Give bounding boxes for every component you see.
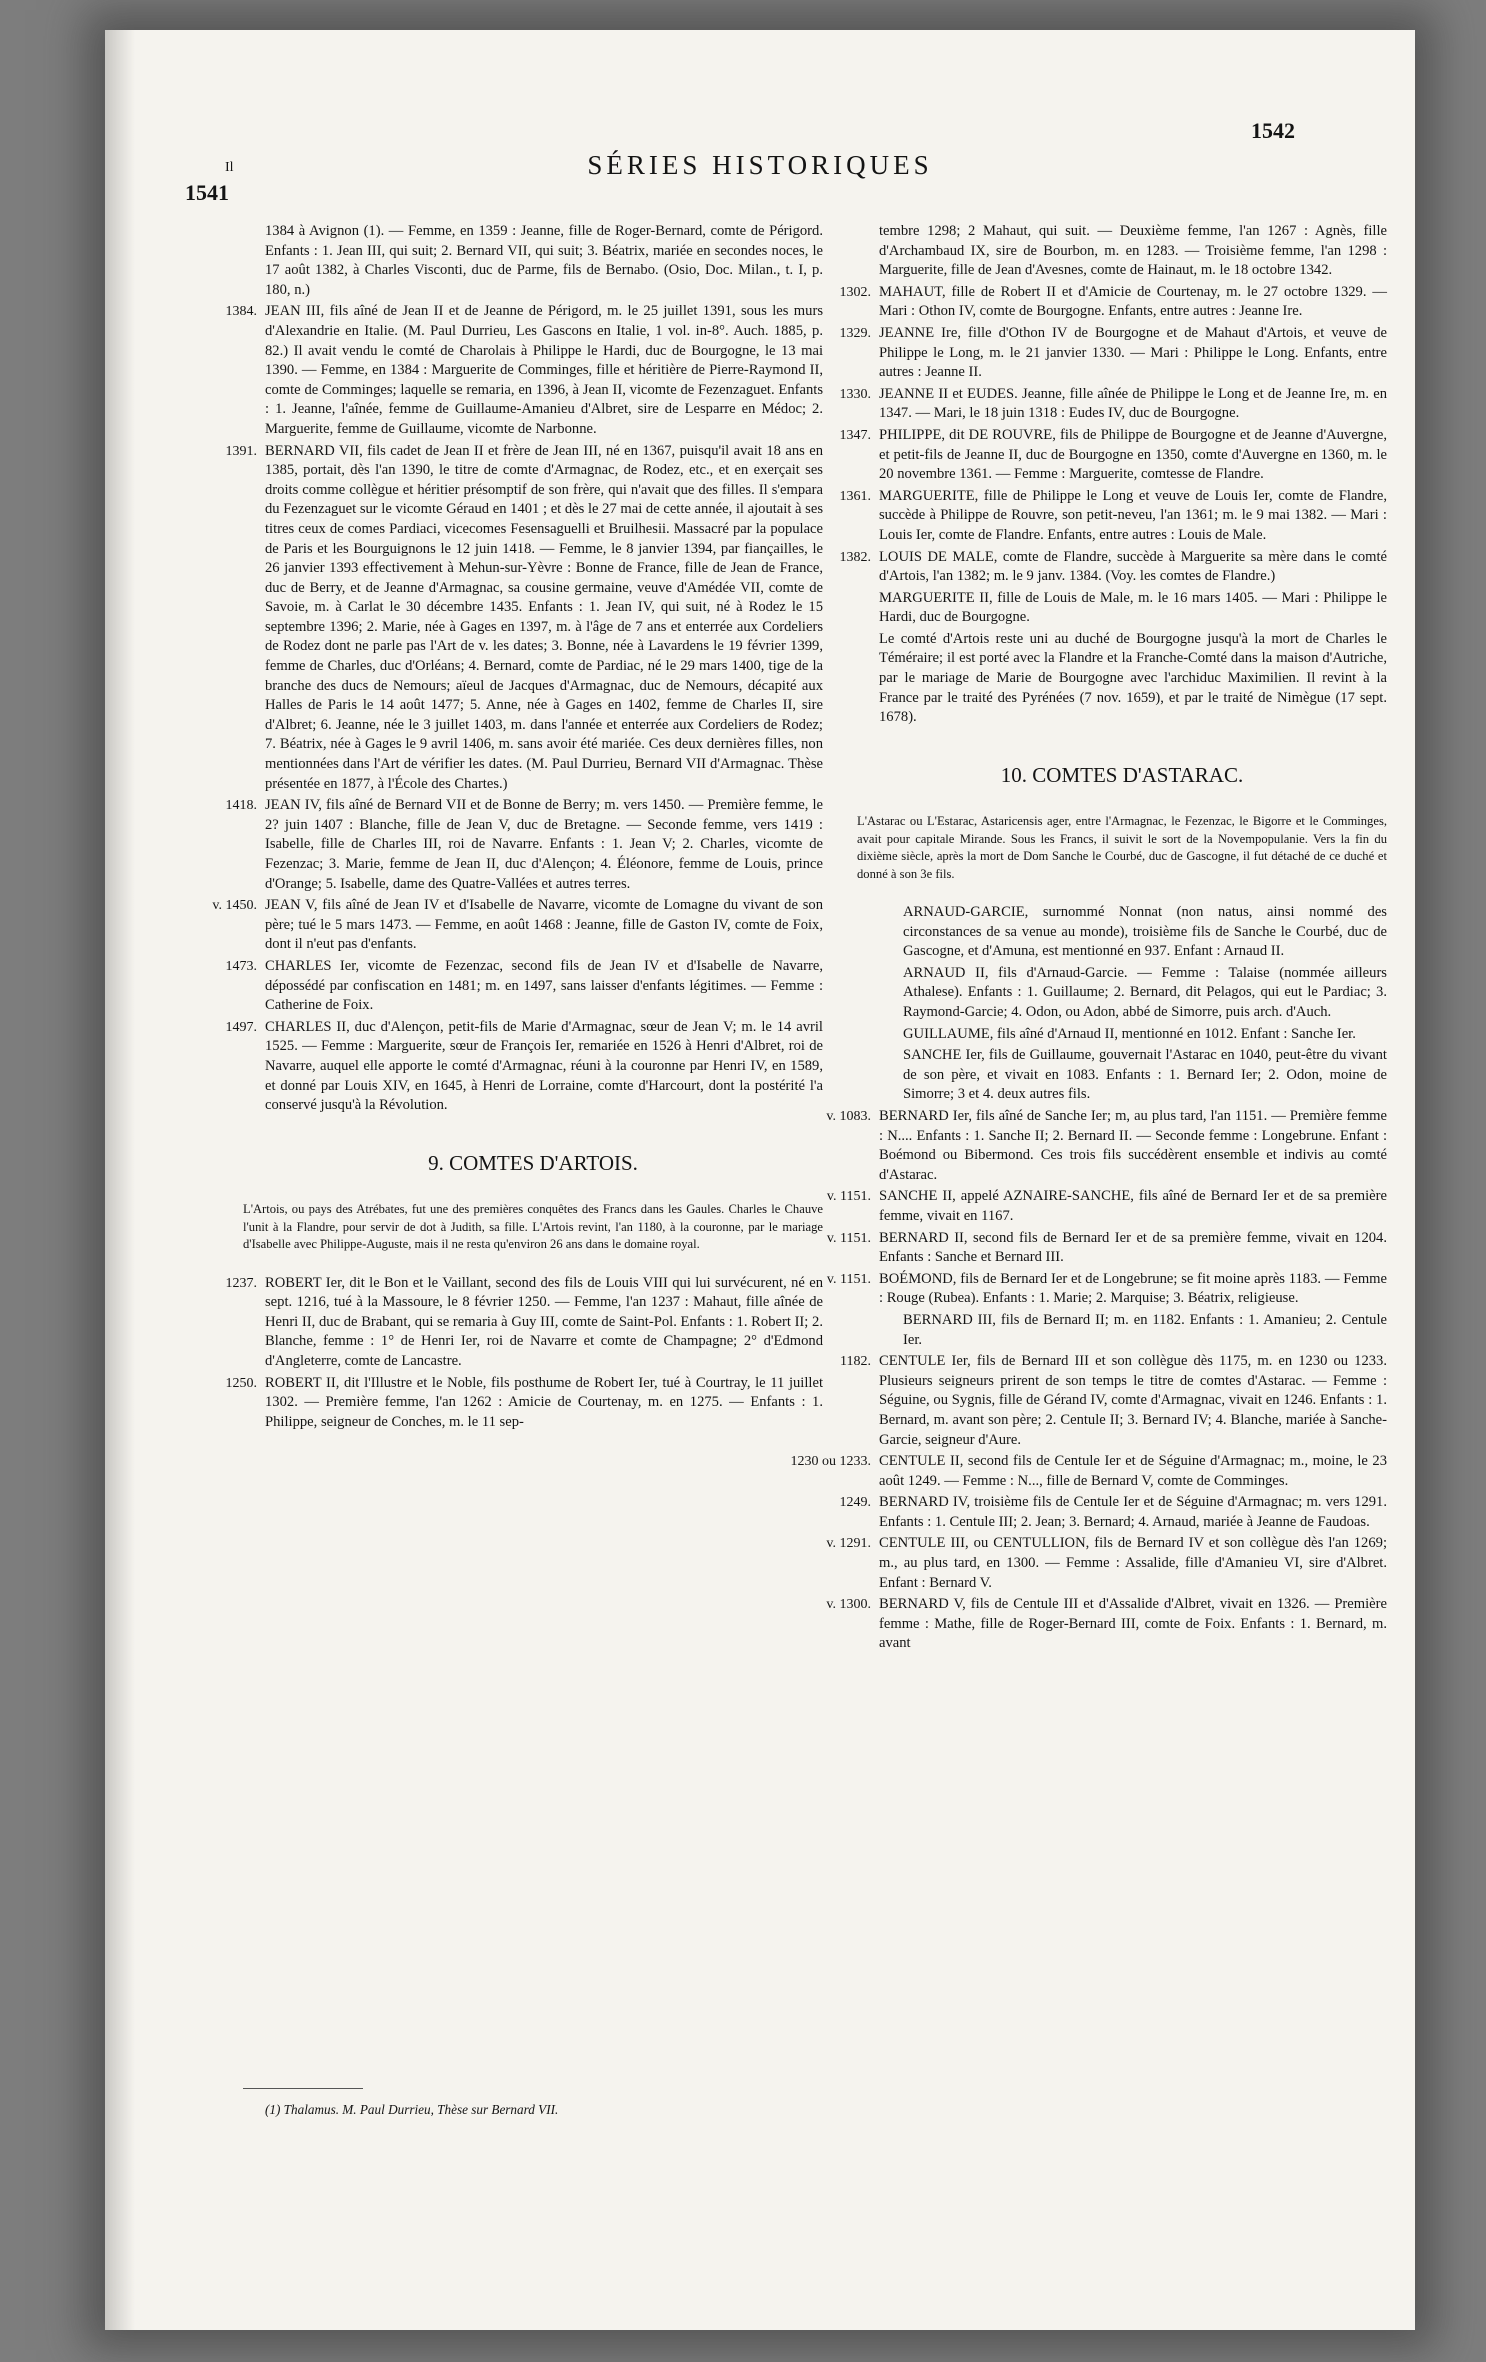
section-heading-astarac: 10. COMTES D'ASTARAC. — [1000, 762, 1244, 787]
genealogy-entry — [225, 442, 824, 795]
astarac-entries — [790, 903, 1387, 1654]
entry-year: 1330. — [839, 386, 871, 402]
genealogy-entry — [840, 1352, 1387, 1450]
genealogy-entry — [243, 222, 823, 300]
entry-text: JEAN III, fils aîné de Jean II et de Jeanne de Périgord, m. le 25 juillet 1391, sous les murs d'Alexandrie en Italie. (M. Paul Durrieu, Les Gascons en Italie, 1 vol. in-8°. Auch. 1885, p. 82.) Il avait vendu le comté de Charolais à Philippe le Hardi, duc de Bourgogne, le 13 mai 1390. — Femme, en 1384 : Marguerite de Comminges, fille et héritière de Pierre-Raymond II, comte de Comminges; laquelle se remaria, en 1396, à Jean II, vicomte de Fezenzaguet. Enfants : 1. Jeanne, l'aînée, femme de Guillaume-Amanieu d'Albret, sire de Lesparre en Médoc; 2. Marguerite, femme de Guillaume, vicomte de Narbonne. — [265, 303, 823, 437]
genealogy-entry — [839, 324, 1387, 383]
entry-year: v. 1291. — [826, 1536, 871, 1552]
entry-text: CENTULE Ier, fils de Bernard III et son collègue dès 1175, m. en 1230 ou 1233. Plusieurs seigneurs prirent de son temps le titre de comtes d'Astarac. — Femme : Séguine, ou Sygnis, fille de Gérand IV, comte d'Armagnac, vivait en 1246. Enfants : 1. Bernard, m. avant son père; 2. Centule II; 3. Bernard IV; 4. Blanche, mariée à Sanche-Garcie, seigneur d'Aure. — [879, 1353, 1387, 1448]
section-intro-astarac: L'Astarac ou L'Estarac, Astaricensis ager, entre l'Armagnac, le Fezenzac, le Bigorre et le Comminges, avait pour capitale Mirande. Sous les Francs, il suivit le sort de la Novempopulanie. Vers la fin du dixième siècle, après la mort de Dom Sanche le Courbé, duc de Gascogne, il fut détaché de ce duché et donné à son 3e fils. — [857, 814, 1387, 881]
entry-text: ROBERT II, dit l'Illustre et le Noble, fils posthume de Robert Ier, tué à Courtray, le 11 juillet 1302. — Première femme, l'an 1262 : Amicie de Courtenay, m. en 1275. — Enfants : 1. Philippe, seigneur de Conches, m. le 11 sep- — [265, 1374, 823, 1430]
genealogy-entry — [826, 1270, 1387, 1309]
margin-mark: Il — [225, 160, 234, 175]
genealogy-entry — [857, 630, 1387, 728]
genealogy-entry — [225, 1018, 823, 1116]
entry-text: JEAN IV, fils aîné de Bernard VII et de Bonne de Berry; m. vers 1450. — Première femme, le 2? juin 1407 : Blanche, fille de Jean V, duc de Bretagne. — Seconde femme, vers 1419 : Isabelle, fille de Charles III, roi de Navarre. Enfants : 1. Jean V; 2. Charles, vicomte de Fezenzac; 3. Marie, femme de Jean II, duc d'Alençon; 4. Éléonore, femme de Louis, prince d'Orange; 5. Isabelle, dame des Quatre-Vallées et autres terres. — [265, 797, 823, 892]
entry-year: 1249. — [839, 1495, 871, 1511]
entry-text: CHARLES Ier, vicomte de Fezenzac, second fils de Jean IV et d'Isabelle de Navarre, dépossédé par confiscation en 1481; m. en 1497, sans laisser d'enfants légitimes. — Femme : Catherine de Foix. — [265, 957, 823, 1014]
entry-year: v. 1151. — [826, 1230, 871, 1246]
entry-year: 1329. — [839, 325, 871, 341]
entry-year: 1418. — [225, 798, 257, 814]
genealogy-entry — [826, 1229, 1387, 1268]
entry-year: 1361. — [839, 488, 871, 504]
genealogy-entry — [839, 487, 1387, 546]
entry-text: CENTULE III, ou CENTULLION, fils de Bernard IV et son collègue dès l'an 1269; m., au plus tard, en 1300. — Femme : Assalide, fille d'Amanieu VI, sire d'Albret. Enfant : Bernard V. — [879, 1535, 1387, 1591]
entry-text: 1384 à Avignon (1). — Femme, en 1359 : Jeanne, fille de Roger-Bernard, comte de Périgord. Enfants : 1. Jean III, qui suit; 2. Bernard VII, qui suit; 3. Béatrix, mariée en secondes noces, le 17 août 1382, à Charles Visconti, duc de Parme, fils de Bernabo. (Osio, Doc. Milan., t. I, p. 180, n.) — [265, 223, 823, 298]
section-heading-artois: 9. COMTES D'ARTOIS. — [428, 1150, 638, 1175]
genealogy-entry — [826, 1107, 1387, 1185]
genealogy-entry — [826, 1595, 1387, 1654]
left-entries — [212, 222, 824, 1116]
genealogy-entry — [826, 1534, 1387, 1593]
section-intro-artois: L'Artois, ou pays des Atrébates, fut une des premières conquêtes des Francs dans les Gaules. Charles le Chauve l'unit à la Flandre, pour servir de dot à Judith, sa fille. L'Artois revint, l'an 1180, à la couronne, par le mariage d'Isabelle avec Philippe-Auguste, mais il ne resta qu'environ 26 ans dans le domaine royal. — [243, 1202, 823, 1252]
footnote-rule — [243, 2088, 363, 2089]
entry-text: SANCHE II, appelé AZNAIRE-SANCHE, fils aîné de Bernard Ier et de sa première femme, vivait en 1167. — [879, 1188, 1387, 1224]
genealogy-entry — [857, 589, 1387, 628]
entry-text: BOÉMOND, fils de Bernard Ier et de Longebrune; se fit moine après 1183. — Femme : Rouge (Rubea). Enfants : 1. Marie; 2. Marquise; 3. Béatrix, religieuse. — [879, 1270, 1387, 1307]
genealogy-entry — [839, 426, 1387, 485]
entry-year: v. 1083. — [826, 1109, 871, 1124]
entry-year: 1347. — [839, 427, 871, 443]
entry-text: PHILIPPE, dit DE ROUVRE, fils de Philippe de Bourgogne et de Jeanne d'Auvergne, et petit-fils de Jeanne II, duc de Bourgogne en 1350, comte d'Auvergne en 1360, m. le 20 novembre 1361. — Femme : Marguerite, comtesse de Flandre. — [879, 426, 1387, 483]
entry-text: CENTULE II, second fils de Centule Ier et de Séguine d'Armagnac; m., moine, le 23 août 1249. — Femme : N..., fille de Bernard V, comte de Comminges. — [879, 1453, 1387, 1489]
entry-year: 1182. — [840, 1354, 871, 1370]
entry-year: 1237. — [225, 1275, 257, 1291]
entry-year: 1382. — [839, 549, 871, 565]
entry-text: MAHAUT, fille de Robert II et d'Amicie de Courtenay, m. le 27 octobre 1329. — Mari : Othon IV, comte de Bourgogne. Enfants, entre autres : Jeanne Ire. — [879, 283, 1387, 320]
genealogy-entry — [839, 283, 1387, 322]
scanned-page — [105, 30, 1415, 2330]
entry-text: BERNARD IV, troisième fils de Centule Ier et de Séguine d'Armagnac; m. vers 1291. Enfants : 1. Centule III; 2. Jean; 3. Bernard; 4. Arnaud, mariée à Jeanne de Faudoas. — [879, 1494, 1387, 1530]
entry-year: v. 1300. — [826, 1597, 871, 1613]
running-title: SÉRIES HISTORIQUES — [587, 150, 933, 180]
artois-entries — [225, 1274, 823, 1433]
page-number-left: 1541 — [185, 180, 229, 205]
entry-text: BERNARD VII, fils cadet de Jean II et frère de Jean III, né en 1367, puisqu'il avait 18 ans en 1385, portait, dès l'an 1390, le titre de comte d'Armagnac, de Rodez, etc., et en exerçait ses droits comme collègue et héritier présomptif de son frère, qui n'avait que des filles. Il s'empara du Fezenzaguet sur le vicomte Géraud en 1401 ; et dès le 27 mai de cette année, il ajoutait à ses titres ceux de comes Pardiaci, vicecomes Fesensaguelli et Bruilhesii. Massacré par la populace de Paris et les Bourguignons le 12 juin 1418. — Femme, le 8 janvier 1394, par fiançailles, le 26 janvier 1393 effectivement à Mehun-sur-Yèvre : Bonne de France, fille de Jean de France, duc de Berry, et de Jeanne d'Armagnac, sa cousine germaine, veuve d'Amédée VII, comte de Savoie, m. à Carlat le 30 décembre 1435. Enfants : 1. Jean IV, qui suit, né à Rodez le 15 septembre 1396; 2. Marie, née à Gages en 1397, m. à l'âge de 7 ans et enterrée aux Cordeliers de Rodez dont ne parle pas l'Art de v. les dates; 3. Bonne, née à Lavardens le 19 février 1399, femme de Charles, duc d'Orléans; 4. Bernard, comte de Pardiac, né le 29 mars 1400, tige de la branche des ducs de Nemours; aïeul de Jacques d'Armagnac, duc de Nemours, décapité aux Halles de Paris le 14 août 1477; 5. Anne, née à Gages en 1402, femme de Charles II, sire d'Albret; 6. Jeanne, née le 3 juillet 1403, m. dans l'année et enterrée aux Cordeliers de Rodez; 7. Béatrix, née à Gages le 9 avril 1406, m. sans avoir été mariée. Ces deux dernières filles, non mentionnées dans l'Art de vérifier les dates. (M. Paul Durrieu, Bernard VII d'Armagnac. Thèse présentée en 1877, à l'École des Chartes.) — [265, 442, 824, 792]
entry-text: JEANNE II et EUDES. Jeanne, fille aînée de Philippe le Long et de Jeanne Ire, m. en 1347. — Mari, le 18 juin 1318 : Eudes IV, duc de Bourgogne. — [879, 385, 1387, 422]
genealogy-entry — [857, 903, 1387, 962]
genealogy-entry — [225, 796, 823, 894]
entry-year: v. 1450. — [212, 898, 257, 914]
entry-text: SANCHE Ier, fils de Guillaume, gouvernait l'Astarac en 1040, peut-être du vivant de son père, et vivait en 1083. Enfants : 1. Bernard Ier; 2. Odon, moine de Simorre; 3 et 4. deux autres fils. — [903, 1047, 1387, 1103]
entry-text: JEAN V, fils aîné de Jean IV et d'Isabelle de Navarre, vicomte de Lomagne du vivant de son père; tué le 5 mars 1473. — Femme, en août 1468 : Jeanne, fille de Gaston IV, comte de Foix, dont il n'eut pas d'enfants. — [265, 897, 823, 953]
entry-year: 1497. — [225, 1019, 257, 1035]
genealogy-entry — [857, 222, 1387, 281]
entry-text: MARGUERITE II, fille de Louis de Male, m. le 16 mars 1405. — Mari : Philippe le Hardi, duc de Bourgogne. — [879, 589, 1387, 626]
gutter-shadow — [105, 30, 135, 2330]
genealogy-entry — [225, 957, 823, 1016]
entry-year: 1384. — [225, 304, 257, 320]
genealogy-entry — [826, 1187, 1387, 1226]
entry-year: v. 1151. — [826, 1271, 871, 1287]
genealogy-entry — [857, 1311, 1387, 1350]
entry-text: ARNAUD-GARCIE, surnommé Nonnat (non natus, ainsi nommé des circonstances de sa venue au monde), troisième fils de Sanche le Courbé, duc de Gascogne, et d'Amuna, est mentionné en 937. Enfant : Arnaud II. — [903, 904, 1387, 960]
right-column — [790, 222, 1387, 1656]
entry-year: 1250. — [225, 1375, 257, 1391]
entry-text: BERNARD III, fils de Bernard II; m. en 1182. Enfants : 1. Amanieu; 2. Centule Ier. — [903, 1311, 1387, 1348]
footnote: (1) Thalamus. M. Paul Durrieu, Thèse sur Bernard VII. — [265, 2102, 559, 2117]
entry-text: GUILLAUME, fils aîné d'Arnaud II, mentionné en 1012. Enfant : Sanche Ier. — [903, 1025, 1356, 1042]
entry-text: BERNARD II, second fils de Bernard Ier et de sa première femme, vivait en 1204. Enfants : Sanche et Bernard III. — [879, 1229, 1387, 1266]
genealogy-entry — [212, 896, 823, 955]
entry-text: ROBERT Ier, dit le Bon et le Vaillant, second des fils de Louis VIII qui lui survécurent, né en sept. 1216, tué à la Massoure, le 8 février 1250. — Femme, l'an 1237 : Mahaut, fille aînée de Henri II, duc de Brabant, qui se remaria à Guy III, comte de Saint-Pol. Enfants : 1. Robert II; 2. Blanche, femme : 1° de Henri Ier, roi de Navarre et comte de Champagne; 2° d'Edmond d'Angleterre, comte de Lancastre. — [265, 1274, 823, 1369]
entry-text: JEANNE Ire, fille d'Othon IV de Bourgogne et de Mahaut d'Artois, et veuve de Philippe le Long, m. le 21 janvier 1330. — Mari : Philippe le Long. Enfants, entre autres : Jeanne II. — [879, 324, 1387, 381]
right-entries — [839, 222, 1387, 728]
entry-year: 1473. — [225, 958, 257, 974]
genealogy-entry — [857, 1025, 1387, 1045]
genealogy-entry — [225, 1374, 823, 1433]
entry-text: tembre 1298; 2 Mahaut, qui suit. — Deuxième femme, l'an 1267 : Agnès, fille d'Archambaud IX, sire de Bourbon, m. en 1283. — Troisième femme, l'an 1298 : Marguerite, fille de Jean d'Avesnes, comte de Hainaut, m. le 18 octobre 1342. — [879, 223, 1387, 279]
entry-year: v. 1151. — [826, 1189, 871, 1205]
genealogy-entry — [225, 1274, 823, 1372]
genealogy-entry — [225, 302, 823, 439]
page-number-right: 1542 — [1251, 118, 1295, 143]
entry-text: CHARLES II, duc d'Alençon, petit-fils de Marie d'Armagnac, sœur de Jean V; m. le 14 avril 1525. — Femme : Marguerite, sœur de François Ier, remariée en 1526 à Henri d'Albret, roi de Navarre, auquel elle apporte le comté d'Armagnac, réuni à la couronne par Henri IV, en 1589, et donné par Louis XIV, en 1645, à Henri de Lorraine, comte d'Harcourt, dont la postérité l'a conservé jusqu'à la Révolution. — [265, 1018, 823, 1114]
left-column — [212, 222, 824, 1434]
entry-text: LOUIS DE MALE, comte de Flandre, succède à Marguerite sa mère dans le comté d'Artois, l'an 1382; m. le 9 janv. 1384. (Voy. les comtes de Flandre.) — [879, 548, 1387, 585]
entry-year: 1391. — [225, 443, 257, 459]
genealogy-entry — [857, 1046, 1387, 1105]
entry-year: 1302. — [839, 284, 871, 300]
genealogy-entry — [839, 1493, 1387, 1532]
entry-text: MARGUERITE, fille de Philippe le Long et veuve de Louis Ier, comte de Flandre, succède à Philippe de Rouvre, son petit-neveu, l'an 1361; m. le 9 mai 1382. — Mari : Louis Ier, comte de Flandre. Enfants, entre autres : Louis de Male. — [879, 487, 1387, 543]
entry-text: ARNAUD II, fils d'Arnaud-Garcie. — Femme : Talaise (nommée ailleurs Athalese). Enfants : 1. Guillaume; 2. Bernard, dit Pelagos, qui eut le Pardiac; 3. Raymond-Garcie; 4. Odon, ou Adon, abbé de Simorre, puis arch. d'Auch. — [903, 964, 1387, 1021]
genealogy-entry — [839, 385, 1387, 424]
entry-year: 1230 ou 1233. — [790, 1454, 871, 1470]
entry-text: BERNARD Ier, fils aîné de Sanche Ier; m, au plus tard, l'an 1151. — Première femme : N.... Enfants : 1. Sanche II; 2. Bernard II. — Seconde femme : Longebrune. Enfant : Boémond ou Bibermond. Ces trois fils succédèrent ensemble et indivis au comté d'Astarac. — [879, 1108, 1387, 1183]
genealogy-entry — [790, 1452, 1387, 1491]
entry-text: BERNARD V, fils de Centule III et d'Assalide d'Albret, vivait en 1326. — Première femme : Mathe, fille de Roger-Bernard III, comte de Foix. Enfants : 1. Bernard, m. avant — [879, 1596, 1387, 1652]
genealogy-entry — [839, 548, 1387, 587]
entry-text: Le comté d'Artois reste uni au duché de Bourgogne jusqu'à la mort de Charles le Téméraire; il est porté avec la Flandre et la Franche-Comté dans la maison d'Autriche, par le mariage de Marie de Bourgogne avec l'archiduc Maximilien. Il revint à la France par le traité des Pyrénées (7 nov. 1659), et par le traité de Nimègue (17 sept. 1678). — [879, 630, 1387, 726]
genealogy-entry — [857, 964, 1387, 1023]
